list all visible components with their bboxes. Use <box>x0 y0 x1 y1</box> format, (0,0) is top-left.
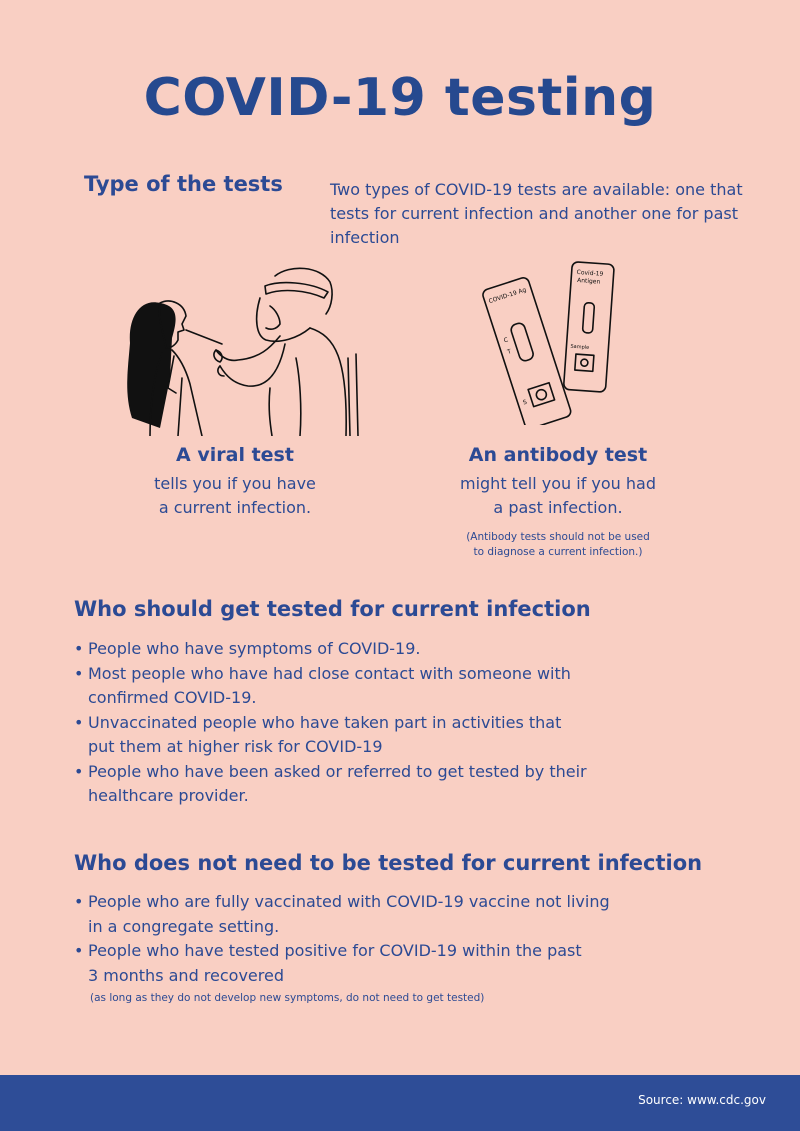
list-item: • People who are fully vaccinated with COVID-19 vaccine not living in a congregate setting. <box>74 890 694 939</box>
kit-sample-label: Sample <box>570 343 590 351</box>
types-description: Two types of COVID-19 tests are available: one that tests for current infection and another one for past infection <box>330 180 743 247</box>
should-test-list <box>74 637 694 809</box>
page-title: COVID-19 testing <box>143 68 657 128</box>
types-heading: Type of the tests <box>84 172 283 196</box>
list-item: • Unvaccinated people who have taken part in activities that put them at higher risk for COVID-19 <box>74 711 694 760</box>
viral-test-block <box>130 444 340 520</box>
not-test-footnote: (as long as they do not develop new symptoms, do not need to get tested) <box>90 992 485 1004</box>
kit-c-label: C <box>502 336 510 345</box>
antigen-test-kit-illustration <box>480 255 630 425</box>
antibody-test-description: might tell you if you had a past infection. <box>459 474 656 517</box>
footer-bar <box>0 1075 800 1131</box>
list-item: • People who have tested positive for COVID-19 within the past 3 months and recovered <box>74 939 694 988</box>
viral-test-name: A viral test <box>176 444 294 466</box>
viral-test-description: tells you if you have a current infection. <box>154 474 316 517</box>
not-test-list <box>74 890 694 988</box>
list-item: • People who have been asked or referred to get tested by their healthcare provider. <box>74 760 694 809</box>
swab-test-illustration <box>120 258 360 436</box>
should-test-heading: Who should get tested for current infection <box>74 597 591 621</box>
antibody-test-name: An antibody test <box>468 444 648 466</box>
kit-left-label: COVID-19 Ag <box>488 286 528 306</box>
antibody-test-note: (Antibody tests should not be used to diagnose a current infection.) <box>466 531 650 558</box>
source-link[interactable]: Source: www.cdc.gov <box>638 1093 766 1107</box>
kit-s-label: S <box>522 398 528 407</box>
list-item: • Most people who have had close contact with someone with confirmed COVID-19. <box>74 662 694 711</box>
list-item: • People who have symptoms of COVID-19. <box>74 637 694 662</box>
kit-right-label-1: Covid-19 <box>576 268 604 278</box>
not-test-heading: Who does not need to be tested for current infection <box>74 851 703 875</box>
antibody-test-block <box>438 444 678 560</box>
kit-right-label-2: Antigen <box>576 276 601 286</box>
kit-t-label: T <box>506 348 513 356</box>
